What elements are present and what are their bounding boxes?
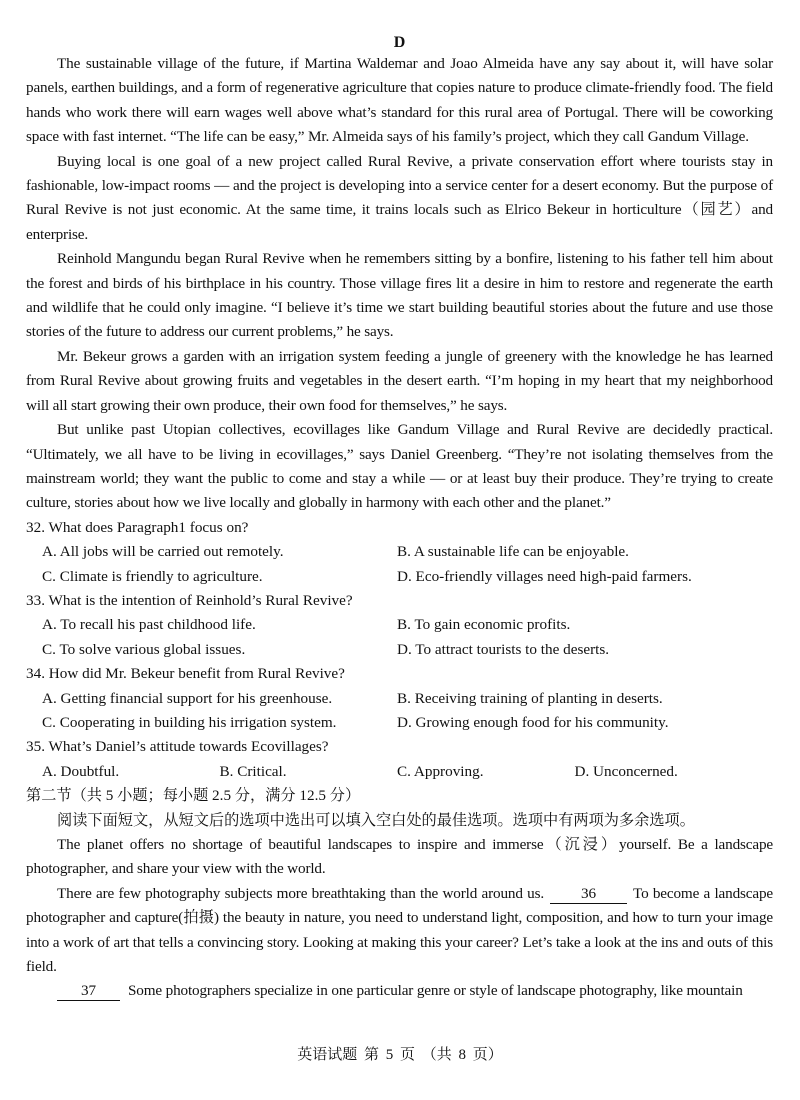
option-a: A. Doubtful. — [42, 762, 120, 780]
cloze-paragraph-3 — [26, 979, 773, 1003]
passage-paragraph-5: But unlike past Utopian collectives, ecovillages like Gandum Village and Rural Revive are decidedly practical. “Ultimately, we all have to be living in ecovillages,” says Daniel Greenberg. “They’re not isolating themselves from the mainstream world; they want the public to come and stay a while — or at least buy their produce. They’re trying to create culture, stories about how we live locally and globally in harmony with each other and the planet.” — [26, 421, 773, 512]
question-options — [26, 540, 773, 589]
option-d: D. To attract tourists to the deserts. — [397, 640, 610, 658]
question-35 — [26, 735, 773, 784]
question-options — [26, 760, 773, 784]
option-c: C. Approving. — [397, 762, 484, 780]
page-footer: 英语试题 第 5 页 （共 8 页） — [297, 1047, 503, 1063]
option-c: C. To solve various global issues. — [42, 640, 246, 658]
option-d: D. Eco-friendly villages need high-paid farmers. — [397, 567, 692, 585]
blank-36[interactable]: 36 — [550, 885, 627, 904]
option-b: B. Critical. — [219, 762, 287, 780]
cloze-text-before-36: There are few photography subjects more breathtaking than the world around us. — [57, 884, 544, 902]
question-stem: 34. How did Mr. Bekeur benefit from Rural Revive? — [26, 665, 345, 683]
option-b: B. A sustainable life can be enjoyable. — [397, 543, 629, 561]
option-a: A. All jobs will be carried out remotely. — [42, 543, 284, 561]
question-34 — [26, 662, 773, 735]
option-a: A. To recall his past childhood life. — [42, 616, 256, 634]
question-stem: 35. What’s Daniel’s attitude towards Ecovillages? — [26, 738, 329, 756]
cloze-text-after-37: Some photographers specialize in one particular genre or style of landscape photography, like mountain — [128, 982, 743, 1000]
cloze-text-after-36: To become a landscape photographer and capture(拍摄) the beauty in nature, you need to understand light, composition, and how to turn your image into a work of art that tells a convincing story. Looking at making this your career? Let’s take a look at the ins and outs of this field. — [26, 884, 774, 976]
passage-paragraph-2: Buying local is one goal of a new project called Rural Revive, a private conservation effort where tourists stay in fashionable, low-impact rooms — and the project is developing into a service center for a desert economy. But the purpose of Rural Revive is not just economic. At the same time, it trains locals such as Elrico Bekeur in horticulture（园艺）and enterprise. — [26, 152, 773, 243]
blank-37[interactable]: 37 — [57, 982, 120, 1001]
option-b: B. To gain economic profits. — [397, 616, 571, 634]
option-c: C. Climate is friendly to agriculture. — [42, 567, 263, 585]
question-33 — [26, 589, 773, 662]
option-d: D. Growing enough food for his community. — [397, 713, 669, 731]
cloze-paragraph-2 — [26, 882, 773, 980]
cloze-paragraph-1: The planet offers no shortage of beautiful landscapes to inspire and immerse（沉浸）yourself. Be a landscape photographer, and share your view with the world. — [26, 836, 773, 878]
passage-paragraph-1: The sustainable village of the future, if Martina Waldemar and Joao Almeida have any say about it, will have solar panels, earthen buildings, and a form of regenerative agriculture that copies nature to produce climate-friendly food. The field hands who work there will earn wages well above what’s standard for this rural area of Portugal. There will be coworking space with fast internet. “The life can be easy,” Mr. Almeida says of his family’s project, which they call Gandum Village. — [26, 55, 773, 146]
passage-paragraph-4: Mr. Bekeur grows a garden with an irrigation system feeding a jungle of greenery with the knowledge he has learned from Rural Revive about growing fruits and vegetables in the desert earth. “I’m hoping in my heart that my neighborhood will all start growing their own produce, their own food for themselves,” he says. — [26, 347, 773, 414]
question-stem: 33. What is the intention of Reinhold’s Rural Revive? — [26, 591, 353, 609]
question-32 — [26, 516, 773, 589]
passage-heading: D — [393, 34, 406, 51]
question-options — [26, 687, 773, 736]
option-b: B. Receiving training of planting in deserts. — [397, 689, 663, 707]
option-d: D. Unconcerned. — [574, 762, 678, 780]
section-two-instruction: 阅读下面短文，从短文后的选项中选出可以填入空白处的最佳选项。选项中有两项为多余选项。 — [57, 811, 695, 829]
option-a: A. Getting financial support for his greenhouse. — [42, 689, 333, 707]
section-two-heading: 第二节（共 5 小题；每小题 2.5 分，满分 12.5 分） — [26, 787, 361, 805]
exam-page — [26, 30, 773, 1004]
question-stem: 32. What does Paragraph1 focus on? — [26, 518, 249, 536]
passage-paragraph-3: Reinhold Mangundu began Rural Revive when he remembers sitting by a bonfire, listening to his father tell him about the forest and birds of his birthplace in his country. Those village fires lit a desire in him to restore and regenerate the earth and wildlife that he could only imagine. “I believe it’s time we start building beautiful stories about the future and use those stories of the future to address our current problems,” he says. — [26, 250, 773, 341]
question-options — [26, 613, 773, 662]
option-c: C. Cooperating in building his irrigation system. — [42, 713, 337, 731]
